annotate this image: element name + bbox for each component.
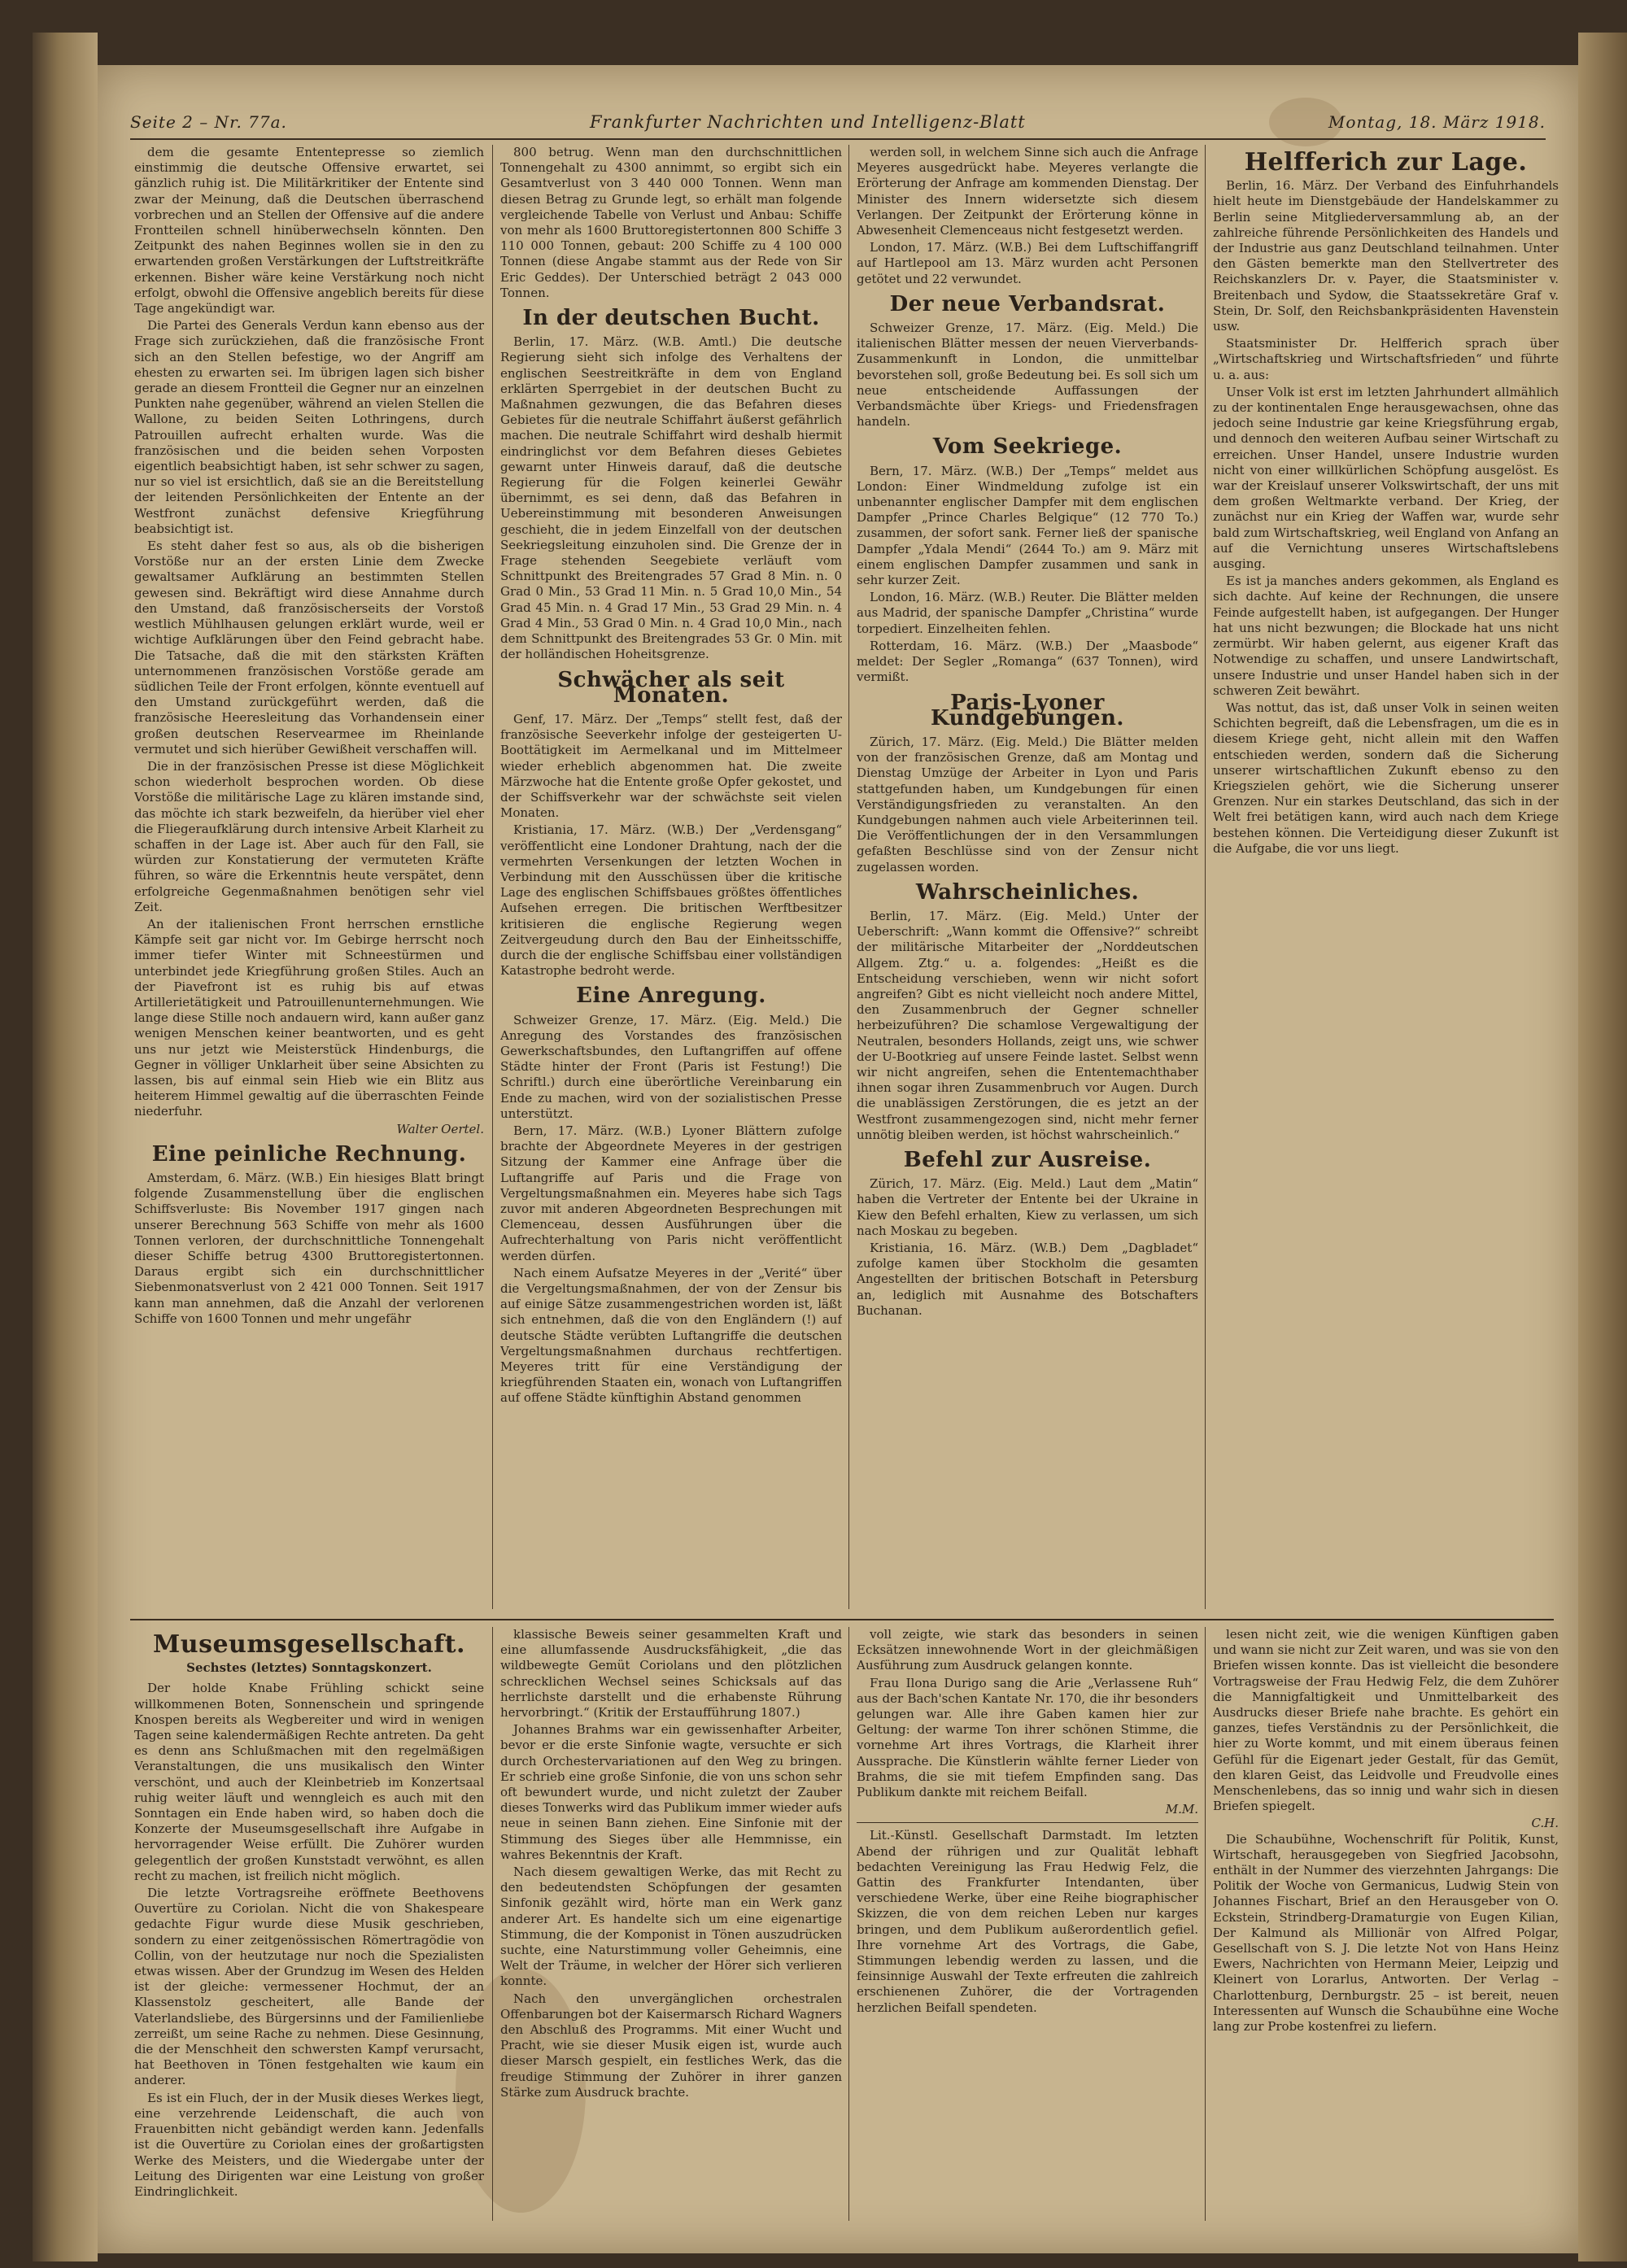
headline-museumsgesellschaft: Museumsgesellschaft. xyxy=(153,1630,465,1659)
article-paragraph: 800 betrug. Wenn man den durchschnittlichen Tonnengehalt zu 4300 annimmt, so ergibt sich ein Gesamtverlust von 3 440 000 Tonnen. Wenn man diesen Betrag zu Grunde legt, so erhält man folgende vergleichende Tabelle von Verlust und Anbau: Schiffe von mehr als 1600 Bruttoregistertonnen 800 Schiffe 3 110 000 Tonnen, gebaut: 200 Schiffe zu 4 100 000 Tonnen (diese Angabe stammt aus der Rede von Sir Eric Geddes). Der Unterschied beträgt 2 043 000 Tonnen. xyxy=(500,145,842,300)
article-paragraph: lesen nicht zeit, wie die wenigen Künftigen gaben und wann sie nicht zur Zeit waren, und was sie von den Briefen wissen konnte. Das ist vielleicht die besondere Vortragsweise der Frau Hedwig Felz, die dem Zuhörer die Mannigfaltigkeit und Unmittelbarkeit des Ausdrucks dieser Briefe nahe brachte. Es gehört ein ganzes, tiefes Verständnis zu der Persönlichkeit, die hier zu Worte kommt, und mit einem überaus feinen Gefühl für die Eigenart jeder Gestalt, für das Gemüt, den klaren Geist, das Leidvolle und Freudvolle eines Menschenlebens, das so innig und wahr sich in diesen Briefen spiegelt. xyxy=(1213,1627,1559,1814)
article-paragraph: Schweizer Grenze, 17. März. (Eig. Meld.) Die Anregung des Vorstandes des französischen Gewerkschaftsbundes, den Luftangriffen auf offene Städte hinter der Front (Paris ist Festung!) Die Schriftl.) durch eine überörtliche Vereinbarung ein Ende zu machen, wird von der sozialistischen Presse unterstützt. xyxy=(500,1012,842,1121)
column-1 xyxy=(134,145,484,1609)
article-paragraph: Schweizer Grenze, 17. März. (Eig. Meld.) Die italienischen Blätter messen der neuen Vierverbands-Zusammenkunft in London, die unmittelbar bevorstehen soll, große Bedeutung bei. Es soll sich um neue entscheidende Auffassungen der Verbandsmächte über Kriegs- und Friedensfragen handeln. xyxy=(857,321,1198,430)
issue-date: Montag, 18. März 1918. xyxy=(1328,112,1546,132)
article-paragraph: Genf, 17. März. Der „Temps“ stellt fest, daß der französische Seeverkehr infolge der gesteigerten U-Boottätigkeit im Aermelkanal und im Mittelmeer wieder erheblich abgenommen hat. Die zweite Märzwoche hat die Entente große Opfer gekostet, und der Schiffsverkehr war der schwächste seit vielen Monaten. xyxy=(500,711,842,821)
article-paragraph: Berlin, 17. März. (W.B. Amtl.) Die deutsche Regierung sieht sich infolge des Verhaltens der englischen Seestreitkräfte in dem von England erklärten Sperrgebiet in der deutschen Bucht zu Maßnahmen gezwungen, die das Befahren dieses Gebietes für die neutrale Schiffahrt äußerst gefährlich machen. Die neutrale Schiffahrt wird deshalb hiermit eindringlichst vor dem Befahren dieses Gebietes gewarnt unter Hinweis darauf, daß die deutsche Regierung für die Folgen keinerlei Gewähr übernimmt, es sei denn, daß das Befahren in Uebereinstimmung mit besonderen Anweisungen geschieht, die in jedem Einzelfall von der deutschen Seekriegsleitung einzuholen sind. Die Grenze der in Frage stehenden Seegebiete verläuft vom Schnittpunkt des Breitengrades 57 Grad 8 Min. n. 0 Grad 0 Min., 53 Grad 11 Min. n. 5 Grad 10,0 Min., 54 Grad 45 Min. n. 4 Grad 17 Min., 53 Grad 29 Min. n. 4 Grad 4 Min., 53 Grad 0 Min. n. 4 Grad 10,0 Min., nach dem Schnittpunkt des Breitengrades 53 Gr. 0 Min. mit der holländischen Hoheitsgrenze. xyxy=(500,334,842,662)
article-paragraph: Rotterdam, 16. März. (W.B.) Der „Maasbode“ meldet: Der Segler „Romanga“ (637 Tonnen), wird vermißt. xyxy=(857,638,1198,685)
article-paragraph: Bern, 17. März. (W.B.) Lyoner Blättern zufolge brachte der Abgeordnete Meyeres in der gestrigen Sitzung der Kammer eine Anfrage über die Luftangriffe auf Paris und die Frage von Vergeltungsmaßnahmen ein. Meyeres habe sich Tags zuvor mit anderen Abgeordneten Besprechungen mit Clemenceau, dessen Ausführungen über die Aufrechterhaltung von Paris nicht veröffentlicht werden dürfen. xyxy=(500,1123,842,1263)
article-paragraph: dem die gesamte Ententepresse so ziemlich einstimmig die deutsche Offensive erwartet, sei gänzlich ruhig ist. Die Militärkritiker der Entente sind zwar der Meinung, daß die Deutschen überraschend vorbrechen und an Stellen der Offensive auf die andere Frontteilen schnell hinüberwechseln könnten. Den Zeitpunkt des nahen Beginnes wollen sie in den zu erwartenden großen Verstärkungen der Luftstreitkräfte erkennen. Bisher wäre keine Verstärkung noch nicht erfolgt, obwohl die Offensive angeblich bereits für diese Tage angekündigt war. xyxy=(134,145,484,316)
column-3 xyxy=(857,145,1198,1609)
column-4 xyxy=(1213,145,1559,1609)
headline-wahrscheinliches: Wahrscheinliches. xyxy=(915,879,1140,905)
article-paragraph: Es steht daher fest so aus, als ob die bisherigen Vorstöße nur an der ersten Linie dem Zwecke gewaltsamer Aufklärung an bestimmten Stellen gewesen sind. Bekräftigt wird diese Annahme durch den Umstand, daß französischerseits der Vorstoß westlich Mühlhausen gelungen erklärt wurde, weil er wichtige Aufklärungen über den Feind gebracht habe. Die Tatsache, daß die mit den stärksten Kräften unternommenen französischen Vorstöße gerade am südlichen Teile der Front erfolgen, könnte eventuell auf den Umstand zurückgeführt werden, daß die französische Heeresleitung das Vorhandensein einer großen deutschen Reservearmee im Rheinlande vermutet und sich hierüber Gewißheit verschaffen will. xyxy=(134,539,484,757)
section-divider xyxy=(857,1822,1198,1823)
article-paragraph: Bern, 17. März. (W.B.) Der „Temps“ meldet aus London: Einer Windmeldung zufolge ist ein unbenannter englischer Dampfer mit dem englischen Dampfer „Prince Charles Belgique“ (12 770 To.) zusammen, der sofort sank. Ferner ließ der spanische Dampfer „Ydala Mendi“ (2644 To.) am 9. März mit einem englischen Dampfer zusammen und sank in sehr kurzer Zeit. xyxy=(857,463,1198,588)
column-rule xyxy=(848,1627,849,2221)
article-paragraph: Unser Volk ist erst im letzten Jahrhundert allmählich zu der kontinentalen Enge herausgewachsen, ohne das jedoch seine Industrie gar keine Kriegsführung ergab, und dennoch den weiteren Aufbau seiner Wirtschaft zu erreichen. Unser Handel, unsere Industrie wurden nicht von einer willkürlichen Schöpfung ausgelöst. Es war der Kreislauf unserer Volkswirtschaft, der uns mit dem großen Weltmarkte verband. Der Krieg, der zunächst nur ein Krieg der Waffen war, wurde sehr bald zum Wirtschaftskrieg, weil England von Anfang an auf die Vernichtung unseres Wirtschaftslebens ausging. xyxy=(1213,384,1559,572)
article-paragraph: Kristiania, 16. März. (W.B.) Dem „Dagbladet“ zufolge kamen über Stockholm die gesamten Angestellten der britischen Botschaft in Petersburg an, lediglich mit Ausnahme des Botschafters Buchanan. xyxy=(857,1241,1198,1318)
article-paragraph: Kristiania, 17. März. (W.B.) Der „Verdensgang“ veröffentlicht eine Londoner Drahtung, nach der die vermehrten Versenkungen der letzten Wochen in Verbindung mit den Ausschüssen über die kritische Lage des englischen Schiffsbaues größtes öffentliches Aufsehen erregen. Die britischen Werftbesitzer kritisieren die englische Regierung wegen Zeitvergeudung durch den Bau der Einheitsschiffe, durch die der englische Schiffsbau einer vollständigen Katastrophe bedroht werde. xyxy=(500,822,842,979)
article-paragraph: Staatsminister Dr. Helfferich sprach über „Wirtschaftskrieg und Wirtschaftsfrieden“ und führte u. a. aus: xyxy=(1213,336,1559,382)
column-2 xyxy=(500,145,842,1609)
headline-befehl: Befehl zur Ausreise. xyxy=(903,1147,1152,1172)
feuilleton-divider xyxy=(130,1619,1554,1620)
article-paragraph: Johannes Brahms war ein gewissenhafter Arbeiter, bevor er die erste Sinfonie wagte, versuchte er sich durch Orchestervariationen auf den Weg zu bringen. Er schrieb eine große Sinfonie, die von uns schon sehr oft bewundert wurde, und nicht zuletzt der Zauber dieses Tonwerks wird das Publikum immer wieder aufs neue in seinen Bann ziehen. Eine Sinfonie mit der Stimmung des Sieges über alle Hemmnisse, ein wahres Bekenntnis der Kraft. xyxy=(500,1722,842,1862)
column-rule xyxy=(492,1627,493,2221)
headline-schwaecher: Schwächer als seit Monaten. xyxy=(557,667,785,708)
feuilleton-column-4 xyxy=(1213,1627,1559,2221)
article-paragraph: Nach einem Aufsatze Meyeres in der „Verité“ über die Vergeltungsmaßnahmen, der von der Zensur bis auf einige Sätze zusammengestrichen worden ist, läßt sich entnehmen, daß die von den Engländern (!) auf deutsche Städte verübten Luftangriffe die deutschen Vergeltungsmaßnahmen durchaus rechtfertigen. Meyeres tritt für eine Verständigung der kriegführenden Staaten ein, wonach von Luftangriffen auf offene Städte künftighin Abstand genommen xyxy=(500,1265,842,1406)
feuilleton-column-2 xyxy=(500,1627,842,2221)
article-paragraph: Berlin, 16. März. Der Verband des Einfuhrhandels hielt heute im Dienstgebäude der Handelskammer zu Berlin seine Mitgliederversammlung ab, an der zahlreiche führende Persönlichkeiten des Handels und der Industrie aus ganz Deutschland teilnahmen. Unter den Gästen bemerkte man den Stellvertreter des Reichskanzlers Dr. v. Payer, die Staatsminister v. Breitenbach und Sydow, die Staatssekretäre Graf v. Stein, Dr. Solf, den Reichsbankpräsidenten Havenstein usw. xyxy=(1213,178,1559,334)
headline-seekriege: Vom Seekriege. xyxy=(932,434,1123,460)
article-paragraph: Die in der französischen Presse ist diese Möglichkeit schon wiederholt besprochen worden. Ob diese Vorstöße die militärische Lage zu klären imstande sind, das möchte ich stark bezweifeln, da hierüber viel eher die Fliegeraufklärung durch intensive Arbeit Klarheit zu schaffen in der Lage ist. Aber auch für den Fall, sie würden zur Konstatierung der vermuteten Kräfte führen, so wäre die Erkenntnis heute verspätet, denn erfolgreiche Gegenmaßnahmen benötigen sehr viel Zeit. xyxy=(134,758,484,914)
article-paragraph: Berlin, 17. März. (Eig. Meld.) Unter der Ueberschrift: „Wann kommt die Offensive?“ schreibt der militärische Mitarbeiter der „Norddeutschen Allgem. Ztg.“ u. a. folgendes: „Heißt es die Entscheidung verschieben, wenn wir nicht sofort angreifen? Gibt es nicht vielleicht noch andere Mittel, den Zusammenbruch der Gegner schneller herbeizuführen? Die schamlose Vergewaltigung der Neutralen, besonders Hollands, zeigt uns, wie schwer der U-Bootkrieg auf unsere Feinde lastet. Selbst wenn wir nicht angreifen, sehen die Ententemachthaber ihnen sogar ihren Zusammenbruch vor Augen. Durch die unablässigen Zerstörungen, die es jetzt an der Westfront zusammengezogen sind, nicht mehr ferner unnötig bleiben werden, ist höchst wahrscheinlich.“ xyxy=(857,908,1198,1142)
article-paragraph: Amsterdam, 6. März. (W.B.) Ein hiesiges Blatt bringt folgende Zusammenstellung über die englischen Schiffsverluste: Bis November 1917 gingen nach unserer Berechnung 563 Schiffe von mehr als 1600 Tonnen verloren, der durchschnittliche Tonnengehalt dieser Schiffe betrug 4300 Bruttoregistertonnen. Daraus ergibt sich ein durchschnittlicher Siebenmonatsverlust von 2 421 000 Tonnen. Seit 1917 kann man annehmen, daß die Anzahl der verlorenen Schiffe von 1600 Tonnen und mehr ungefähr xyxy=(134,1171,484,1326)
next-page-edge xyxy=(1578,33,1627,2261)
column-rule xyxy=(848,145,849,1609)
feuilleton-column-1 xyxy=(134,1627,484,2221)
article-paragraph: klassische Beweis seiner gesammelten Kraft und eine allumfassende Ausdrucksfähigkeit, „die das wildbewegte Gemüt Coriolans und den plötzlichen schrecklichen Wechsel seines Schicksals auf das herrlichste darstellt und die erhabenste Rührung hervorbringt.“ (Kritik der Erstaufführung 1807.) xyxy=(500,1627,842,1721)
article-paragraph: London, 16. März. (W.B.) Reuter. Die Blätter melden aus Madrid, der spanische Dampfer „Christina“ wurde torpediert. Einzelheiten fehlen. xyxy=(857,590,1198,636)
headline-rechnung: Eine peinliche Rechnung. xyxy=(151,1141,467,1167)
article-paragraph: Frau Ilona Durigo sang die Arie „Verlassene Ruh“ aus der Bach'schen Kantate Nr. 170, die ihr besonders gelungen war. Alle ihre Gaben kamen hier zur Geltung: der warme Ton ihrer schönen Stimme, die vornehme Art ihres Vortrags, die Klarheit ihrer Aussprache. Die Künstlerin wählte ferner Lieder von Brahms, die sie mit tiefem Empfinden sang. Das Publikum dankte mit reichem Beifall. xyxy=(857,1675,1198,1800)
headline-anregung: Eine Anregung. xyxy=(576,984,766,1009)
article-paragraph: An der italienischen Front herrschen ernstliche Kämpfe seit gar nicht vor. Im Gebirge herrscht noch immer tiefer Winter mit Schneestürmen und unterbindet jede Kriegführung großen Stiles. Auch an der Piavefront ist es ruhig bis auf etwas Artillerietätigkeit und Patrouillenunternehmungen. Wie lange diese Stille noch andauern wird, kann außer ganz wenigen Menschen keiner beantworten, und es geht uns nur jetzt wie Meisterstück Hindenburgs, die Gegner in völliger Unklarheit über seine Absichten zu lassen, bis auf einmal sein Hieb wie ein Blitz aus heiterem Himmel gewaltig auf die überraschten Feinde niederfuhr. xyxy=(134,916,484,1119)
article-paragraph: Was nottut, das ist, daß unser Volk in seinen weiten Schichten begreift, daß die Lebensfragen, um die es in diesem Kriege geht, nicht allein mit den Waffen entschieden werden, sondern daß die Sicherung unserer wirtschaftlichen Zukunft ebenso zu den Kriegszielen gehört, wie die Sicherung unserer Grenzen. Nur ein starkes Deutschland, das sich in der Welt frei betätigen kann, wird auch nach dem Kriege bestehen können. Die Verteidigung dieser Zukunft ist die Aufgabe, die vor uns liegt. xyxy=(1213,700,1559,856)
article-paragraph: Die Partei des Generals Verdun kann ebenso aus der Frage sich zurückziehen, daß die französische Front sich an den Stellen befestige, wo der Angriff am ehesten zu erwarten sei. Im übrigen lagen sich bisher gerade an diesem Frontteil die Gegner nur an einzelnen Punkten nahe gegenüber, während an vielen Stellen die Wallone, zu beiden Seiten Lothringens, durch Patrouillen aufrecht erhalten wurde. Was die französischen und die beiden sehen Vorposten eigentlich beabsichtigt haben, ist sehr schwer zu sagen, nur so viel ist ersichtlich, daß sie an die Bereitstellung der leitenden Persönlichkeiten der Entente an der Westfront zunächst defensive Kriegführung beabsichtigt ist. xyxy=(134,318,484,536)
author-signature: M.M. xyxy=(1165,1802,1198,1817)
headline-bucht: In der deutschen Bucht. xyxy=(522,306,820,331)
article-paragraph: Zürich, 17. März. (Eig. Meld.) Laut dem „Matin“ haben die Vertreter der Entente bei der Ukraine in Kiew den Befehl erhalten, Kiew zu verlassen, um sich nach Moskau zu begeben. xyxy=(857,1176,1198,1238)
feuilleton-column-3 xyxy=(857,1627,1198,2221)
subheadline-konzert: Sechstes (letztes) Sonntagskonzert. xyxy=(186,1660,432,1676)
article-paragraph: Der holde Knabe Frühling schickt seine willkommenen Boten, Sonnenschein und springende Knospen bereits als Wegbereiter und wird in wenigen Tagen seine kalendermäßigen Rechte antreten. Da geht es denn ans Schlußmachen mit den regelmäßigen Veranstaltungen, die uns musikalisch den Winter verschönt, und auch der Kleinbetrieb im Konzertsaal ruhig weiter läuft und wenngleich es auch mit den Sonntagen ein Ende haben wird, so haben doch die Konzerte der Museumsgesellschaft ihre Aufgabe in hervorragender Weise erfüllt. Die Zuhörer wurden gelegentlich der großen Kunststadt verwöhnt, es allen recht zu machen, ist freilich nicht möglich. xyxy=(134,1681,484,1883)
newspaper-title: Frankfurter Nachrichten und Intelligenz-Blatt xyxy=(590,112,1026,132)
column-rule xyxy=(1205,1627,1206,2221)
headline-lyon: Paris-Lyoner Kundgebungen. xyxy=(931,690,1124,731)
author-signature: Walter Oertel. xyxy=(396,1121,484,1136)
article-paragraph: Es ist ja manches anders gekommen, als England es sich dachte. Auf keine der Rechnungen, die unsere Feinde aufgestellt haben, ist aufgegangen. Der Hunger hat uns nicht bezwungen; die Blockade hat uns nicht zermürbt. Wir haben gelernt, aus eigener Kraft das Notwendige zu schaffen, und unsere Landwirtschaft, unsere Industrie und unser Handel haben sich in der schweren Zeit bewährt. xyxy=(1213,574,1559,698)
article-paragraph: voll zeigte, wie stark das besonders in seinen Ecksätzen innewohnende Wort in der gleichmäßigen Ausführung zum Ausdruck gelangen konnte. xyxy=(857,1627,1198,1673)
headline-helfferich: Helfferich zur Lage. xyxy=(1244,148,1528,177)
article-paragraph: Die Schaubühne, Wochenschrift für Politik, Kunst, Wirtschaft, herausgegeben von Siegfried Jacobsohn, enthält in der Nummer des vierzehnten Jahrgangs: Die Politik der Woche von Germanicus, Ludwig Stein von Johannes Fischart, Brief an den Herausgeber von O. Eckstein, Strindberg-Dramaturgie von Eugen Kilian, Der Kalmund als Millionär von Alfred Polgar, Gesellschaft von S. J. Die letzte Not von Hans Heinz Ewers, Nachrichten von Hermann Meier, Leipzig und Kleinert von Lorarlus, Antworten. Der Verlag – Charlottenburg, Dernburgstr. 25 – ist bereit, neuen Interessenten auf Wunsch die Schaubühne eine Woche lang zur Probe kostenfrei zu liefern. xyxy=(1213,1831,1559,2035)
column-rule xyxy=(1205,145,1206,1609)
author-signature: C.H. xyxy=(1531,1816,1559,1831)
article-paragraph: Nach diesem gewaltigen Werke, das mit Recht zu den bedeutendsten Schöpfungen der gesamten Sinfonik gezählt wird, hörte man ein Werk ganz anderer Art. Es handelte sich um eine eigenartige Stimmung, die der Komponist in Tönen auszudrücken suchte, eine Naturstimmung voller Geheimnis, eine Welt der Träume, in welcher der Hörer sich verlieren konnte. xyxy=(500,1865,842,1989)
page-header xyxy=(130,106,1546,140)
article-paragraph: Die letzte Vortragsreihe eröffnete Beethovens Ouvertüre zu Coriolan. Nicht die von Shakespeare gedachte Figur wurde diese Musik geschrieben, sondern zu einer zeitgenössischen Römertragödie von Collin, von der heutzutage nur noch die Spezialisten etwas wissen. Aber der Grundzug im Wesen des Helden ist der gleiche: vermessener Hochmut, der an Klassenstolz gescheitert, alle Bande der Vaterlandsliebe, des Bürgersinns und der Familienliebe zerreißt, um seine Rache zu nehmen. Diese Gesinnung, die der Menschheit den schwersten Kampf verursacht, hat Beethoven in Tönen festgehalten wie kaum ein anderer. xyxy=(134,1886,484,2088)
article-paragraph: London, 17. März. (W.B.) Bei dem Luftschiffangriff auf Hartlepool am 13. März wurden acht Personen getötet und 22 verwundet. xyxy=(857,240,1198,286)
article-paragraph: werden soll, in welchem Sinne sich auch die Anfrage Meyeres ausgedrückt habe. Meyeres verlangte die Erörterung der Anfrage am kommenden Dienstag. Der Minister des Innern widersetzte sich diesem Verlangen. Der Zeitpunkt der Erörterung könne in Abwesenheit Clemenceaus nicht festgesetzt werden. xyxy=(857,145,1198,238)
article-paragraph: Nach den unvergänglichen orchestralen Offenbarungen bot der Kaisermarsch Richard Wagners den Abschluß des Programms. Mit einer Wucht und Pracht, wie sie dieser Musik eigen ist, wurde auch dieser Marsch gespielt, ein festliches Werk, das die freudige Stimmung der Zuhörer in ihrer ganzen Stärke zum Ausdruck brachte. xyxy=(500,1991,842,2100)
headline-verbandsrat: Der neue Verbandsrat. xyxy=(889,291,1166,316)
page-number: Seite 2 – Nr. 77a. xyxy=(130,112,287,132)
article-paragraph: Es ist ein Fluch, der in der Musik dieses Werkes liegt, eine verzehrende Leidenschaft, die auch von Frauenbitten nicht gebändigt werden kann. Jedenfalls ist die Ouvertüre zu Coriolan eines der großartigsten Werke des Meisters, und die Wiedergabe unter der Leitung des Dirigenten war eine Leistung von großer Eindringlichkeit. xyxy=(134,2090,484,2199)
article-paragraph: Zürich, 17. März. (Eig. Meld.) Die Blätter melden von der französischen Grenze, daß am Montag und Dienstag Umzüge der Arbeiter in Lyon und Paris stattgefunden haben, um Kundgebungen für einen Verständigungsfrieden zu veranstalten. An den Kundgebungen nahmen auch viele Arbeiterinnen teil. Die Veröffentlichungen der in den Versammlungen gefaßten Beschlüsse sind von der Zensur nicht zugelassen worden. xyxy=(857,734,1198,874)
binding-edge xyxy=(33,33,98,2261)
column-rule xyxy=(492,145,493,1609)
article-paragraph: Lit.-Künstl. Gesellschaft Darmstadt. Im letzten Abend der rührigen und zur Qualität lebhaft bedachten Vereinigung las Frau Hedwig Felz, die Gattin des Frankfurter Intendanten, über verschiedene Werke, über eine Reihe biographischer Skizzen, die von dem reichen Leben nur karges bringen, und dem Publikum außerordentlich gefiel. Ihre vornehme Art des Vortrags, die Gabe, Stimmungen lebendig werden zu lassen, und die feinsinnige Auswahl der Texte erfreuten die zahlreich erschienenen Zuhörer, die der Vortragenden herzlichen Beifall spendeten. xyxy=(857,1828,1198,2015)
